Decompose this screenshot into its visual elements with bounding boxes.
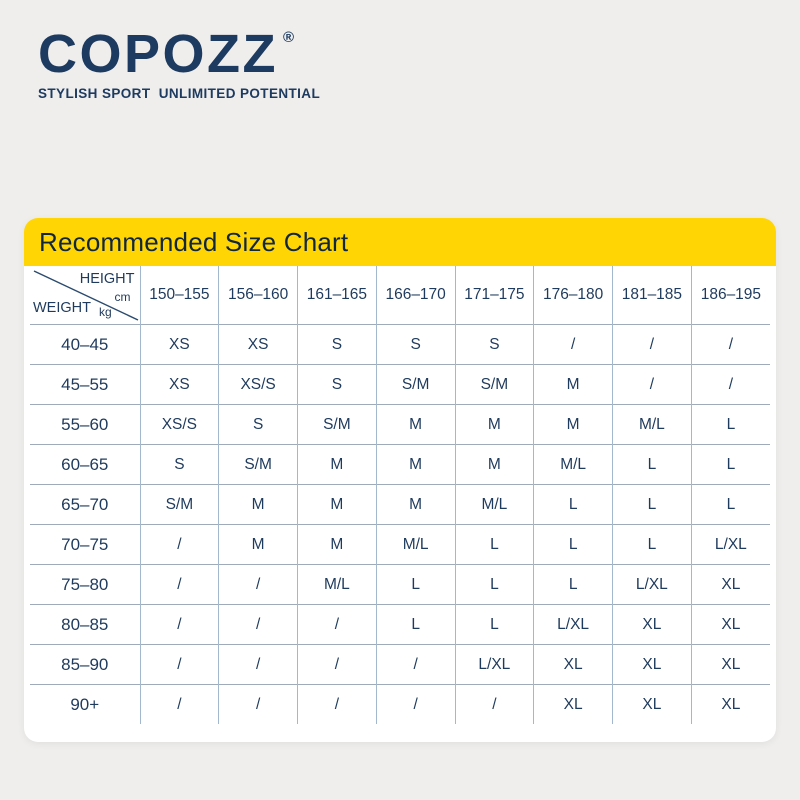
size-cell: M: [376, 445, 455, 485]
size-cell: S: [140, 445, 219, 485]
size-cell: L/XL: [691, 525, 770, 565]
size-cell: L: [534, 565, 613, 605]
table-header-row: [30, 266, 770, 325]
size-cell: S/M: [298, 405, 377, 445]
weight-row-header: 40–45: [30, 325, 140, 365]
size-cell: L: [376, 565, 455, 605]
size-cell: /: [298, 605, 377, 645]
size-cell: XS/S: [140, 405, 219, 445]
size-cell: L/XL: [613, 565, 692, 605]
size-cell: /: [140, 525, 219, 565]
size-cell: L: [613, 445, 692, 485]
weight-row-header: 65–70: [30, 485, 140, 525]
size-cell: XL: [613, 605, 692, 645]
brand-logo: COPOZZ: [38, 24, 278, 84]
brand-header: [38, 26, 320, 101]
size-cell: M/L: [455, 485, 534, 525]
size-cell: /: [298, 645, 377, 685]
size-cell: M: [298, 445, 377, 485]
table-row: [30, 605, 770, 645]
table-row: [30, 445, 770, 485]
size-cell: XS: [140, 365, 219, 405]
size-cell: M/L: [534, 445, 613, 485]
size-cell: M/L: [613, 405, 692, 445]
size-cell: L: [534, 525, 613, 565]
size-cell: XL: [613, 685, 692, 725]
size-cell: /: [613, 325, 692, 365]
height-column-header: 176–180: [534, 266, 613, 325]
weight-row-header: 75–80: [30, 565, 140, 605]
size-cell: XL: [534, 685, 613, 725]
brand-tagline: STYLISH SPORT UNLIMITED POTENTIAL: [38, 85, 321, 101]
height-column-header: 150–155: [140, 266, 219, 325]
table-row: [30, 525, 770, 565]
height-column-header: 156–160: [219, 266, 298, 325]
size-cell: /: [376, 645, 455, 685]
size-cell: S: [219, 405, 298, 445]
size-cell: /: [140, 605, 219, 645]
size-cell: L: [691, 445, 770, 485]
size-cell: /: [534, 325, 613, 365]
size-cell: M/L: [376, 525, 455, 565]
weight-row-header: 60–65: [30, 445, 140, 485]
size-cell: M: [298, 485, 377, 525]
weight-row-header: 90+: [30, 685, 140, 725]
size-cell: /: [613, 365, 692, 405]
size-cell: M: [455, 445, 534, 485]
size-cell: M: [298, 525, 377, 565]
size-cell: M/L: [298, 565, 377, 605]
size-chart-title: Recommended Size Chart: [39, 226, 349, 257]
height-column-header: 186–195: [700, 286, 762, 303]
size-cell: S: [298, 365, 377, 405]
size-cell: XL: [691, 645, 770, 685]
weight-unit-label: kg: [99, 305, 112, 319]
table-row: [30, 685, 770, 725]
height-column-header: 171–175: [455, 266, 534, 325]
size-cell: M: [219, 485, 298, 525]
size-cell: XL: [691, 565, 770, 605]
size-chart-card: [24, 218, 776, 742]
size-cell: /: [140, 685, 219, 725]
size-cell: S/M: [219, 445, 298, 485]
size-cell: /: [219, 685, 298, 725]
size-cell: M: [376, 485, 455, 525]
table-row: [30, 405, 770, 445]
size-cell: /: [691, 325, 770, 365]
size-cell: L: [455, 525, 534, 565]
size-cell: XS: [140, 325, 219, 365]
size-cell: /: [376, 685, 455, 725]
size-cell: L: [376, 605, 455, 645]
size-cell: /: [219, 605, 298, 645]
size-cell: /: [298, 685, 377, 725]
size-cell: S: [298, 325, 377, 365]
brand-logo-row: [38, 26, 320, 83]
weight-row-header: 55–60: [30, 405, 140, 445]
height-column-header: 181–185: [613, 266, 692, 325]
size-cell: /: [140, 565, 219, 605]
size-cell: /: [455, 685, 534, 725]
corner-cell: [30, 266, 140, 325]
size-cell: L: [455, 605, 534, 645]
weight-axis-label: WEIGHT: [33, 300, 91, 316]
size-cell: M: [534, 405, 613, 445]
size-cell: XS/S: [219, 365, 298, 405]
size-chart-banner: [24, 218, 776, 266]
size-cell: S/M: [376, 365, 455, 405]
size-cell: M: [455, 405, 534, 445]
size-cell: L/XL: [534, 605, 613, 645]
registered-trademark-icon: ®: [283, 29, 295, 46]
size-cell: L: [691, 405, 770, 445]
size-cell: XS: [219, 325, 298, 365]
size-cell: /: [691, 365, 770, 405]
size-cell: XL: [691, 605, 770, 645]
size-cell: L/XL: [455, 645, 534, 685]
size-cell: S: [455, 325, 534, 365]
size-cell: XL: [613, 645, 692, 685]
size-cell: M: [534, 365, 613, 405]
table-row: [30, 325, 770, 365]
size-cell: L: [534, 485, 613, 525]
height-unit-label: cm: [114, 290, 131, 304]
size-chart-table: [30, 266, 770, 724]
size-cell: /: [219, 645, 298, 685]
size-cell: L: [455, 565, 534, 605]
weight-row-header: 80–85: [30, 605, 140, 645]
table-row: [30, 365, 770, 405]
size-cell: M: [219, 525, 298, 565]
size-cell: S/M: [455, 365, 534, 405]
table-row: [30, 485, 770, 525]
size-cell: /: [219, 565, 298, 605]
size-cell: XL: [691, 685, 770, 725]
weight-row-header: 70–75: [30, 525, 140, 565]
size-cell: M: [376, 405, 455, 445]
height-axis-label: HEIGHT: [79, 271, 135, 287]
size-cell: /: [140, 645, 219, 685]
size-cell: L: [613, 525, 692, 565]
height-column-header: 161–165: [298, 266, 377, 325]
height-column-header: 166–170: [376, 266, 455, 325]
size-cell: XL: [534, 645, 613, 685]
table-row: [30, 565, 770, 605]
size-cell: L: [691, 485, 770, 525]
weight-row-header: 85–90: [30, 645, 140, 685]
table-row: [30, 645, 770, 685]
size-cell: L: [613, 485, 692, 525]
size-cell: S: [376, 325, 455, 365]
size-cell: S/M: [140, 485, 219, 525]
weight-row-header: 45–55: [30, 365, 140, 405]
